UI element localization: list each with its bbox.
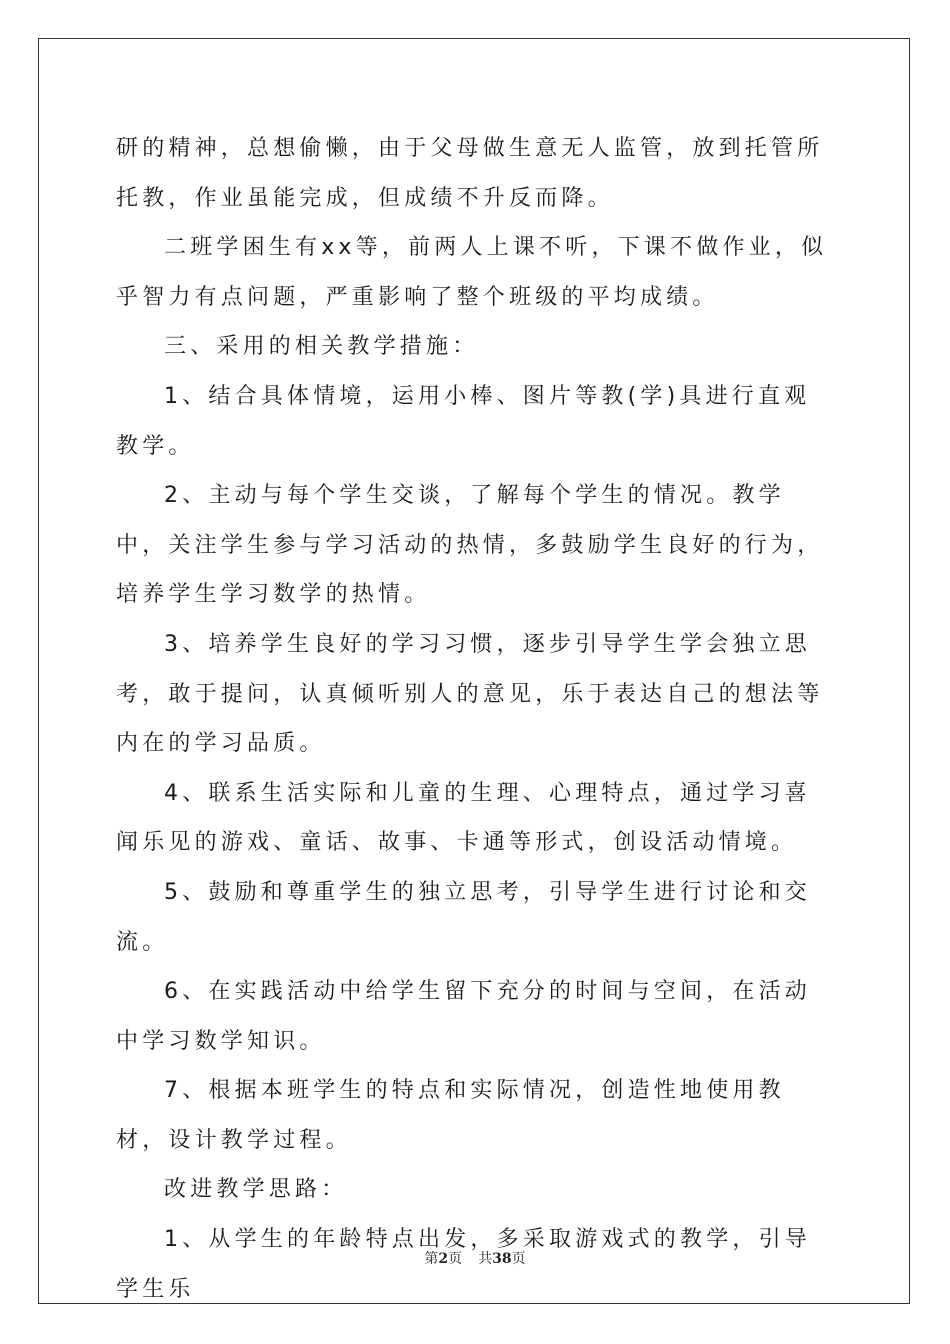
list-item: 1、从学生的年龄特点出发，多采取游戏式的教学，引导学生乐 — [116, 1227, 811, 1302]
page-footer — [0, 1248, 950, 1268]
list-item: 6、在实践活动中给学生留下充分的时间与空间，在活动中学习数学知识。 — [116, 979, 811, 1054]
list-item: 3、培养学生良好的学习习惯，逐步引导学生学会独立思考，敢于提问，认真倾听别人的意见，乐于表达自己的想法等内在的学习品质。 — [116, 631, 824, 757]
list-item: 2、主动与每个学生交谈，了解每个学生的情况。教学中，关注学生参与学习活动的热情，多鼓励学生良好的行为，培养学生学习数学的热情。 — [116, 483, 824, 608]
document-body — [116, 124, 836, 1314]
total-prefix: 共 — [478, 1251, 493, 1267]
section-heading: 三、采用的相关教学措施： — [164, 334, 479, 360]
page-suffix: 页 — [448, 1251, 463, 1267]
list-item: 1、结合具体情境，运用小棒、图片等教(学)具进行直观教学。 — [116, 383, 811, 459]
list-item: 5、鼓励和尊重学生的独立思考，引导学生进行讨论和交流。 — [116, 879, 811, 955]
list-item: 4、联系生活实际和儿童的生理、心理特点，通过学习喜闻乐见的游戏、童话、故事、卡通等形式，创设活动情境。 — [116, 780, 811, 856]
list-item: 7、根据本班学生的特点和实际情况，创造性地使用教材，设计教学过程。 — [116, 1078, 785, 1153]
total-suffix: 页 — [511, 1251, 526, 1267]
paragraph: 二班学困生有xx等，前两人上课不听，下课不做作业，似乎智力有点问题，严重影响了整个班级的平均成绩。 — [116, 235, 828, 310]
paragraph: 研的精神，总想偷懒，由于父母做生意无人监管，放到托管所托教，作业虽能完成，但成绩不升反而降。 — [116, 136, 824, 211]
page-total: 38 — [492, 1251, 512, 1267]
section-heading: 改进教学思路： — [164, 1177, 348, 1203]
page-current: 2 — [438, 1251, 449, 1267]
page-prefix: 第 — [424, 1251, 439, 1267]
